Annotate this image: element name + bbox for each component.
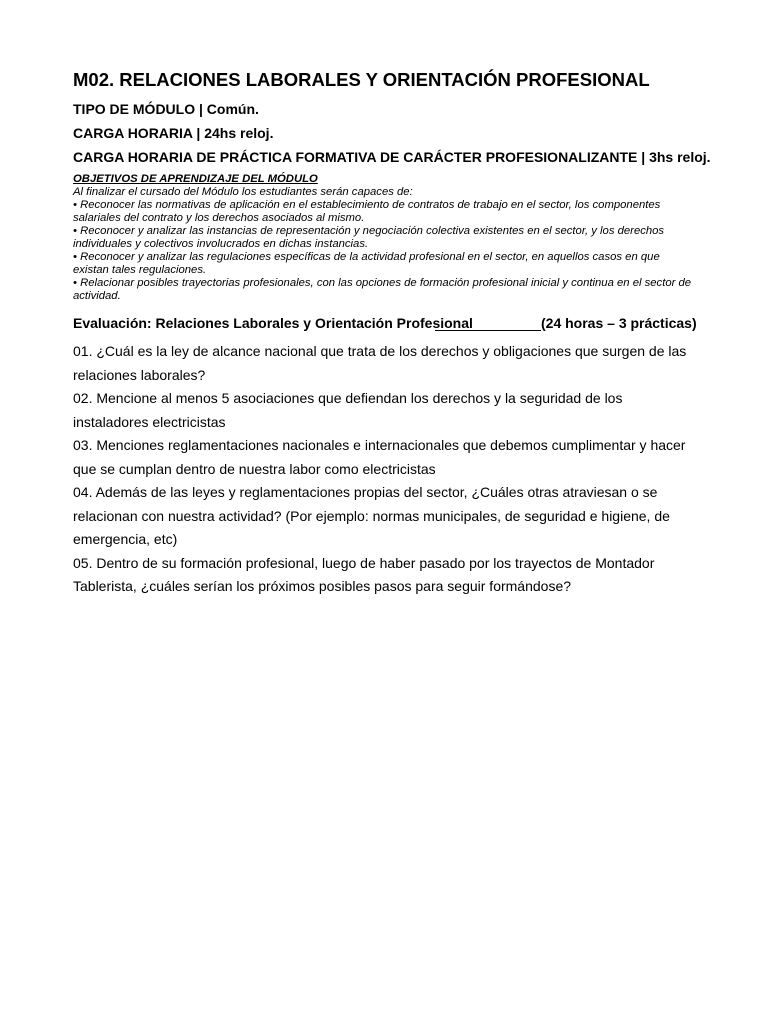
document-title: M02. RELACIONES LABORALES Y ORIENTACIÓN PROFESIONAL <box>73 69 650 90</box>
evaluation-title: Evaluación: Relaciones Laborales y Orientación Profesional <box>73 315 473 331</box>
question-item: 01. ¿Cuál es la ley de alcance nacional que trata de los derechos y obligaciones que surgen de las relaciones laborales? <box>73 343 687 383</box>
objectives-section <box>73 173 695 303</box>
objective-item: • Reconocer y analizar las instancias de representación y negociación colectiva existentes en el sector, y los derechos individuales y colectivos involucrados en dichas instancias. <box>73 225 665 250</box>
question-item: 03. Menciones reglamentaciones nacionales e internacionales que debemos cumplimentar y hacer que se cumplan dentro de nuestra labor como electricistas <box>73 437 686 477</box>
evaluation-underline-filler <box>435 330 541 331</box>
evaluation-hours: (24 horas – 3 prácticas) <box>541 315 697 331</box>
objective-item: • Reconocer las normativas de aplicación en el establecimiento de contratos de trabajo en el sector, los componentes salariales del contrato y los derechos asociados al mismo. <box>73 199 661 224</box>
question-item: 05. Dentro de su formación profesional, luego de haber pasado por los trayectos de Montador Tablerista, ¿cuáles serían los próximos posibles pasos para seguir formándose? <box>73 554 655 594</box>
objective-item: • Relacionar posibles trayectorias profesionales, con las opciones de formación profesional inicial y continua en el sector de actividad. <box>73 277 692 302</box>
evaluation-header <box>73 315 697 332</box>
document-page <box>73 68 711 599</box>
objectives-intro: Al finalizar el cursado del Módulo los estudiantes serán capaces de: <box>73 186 413 198</box>
practice-hours-load: CARGA HORARIA DE PRÁCTICA FORMATIVA DE CARÁCTER PROFESIONALIZANTE | 3hs reloj. <box>73 149 711 165</box>
module-type: TIPO DE MÓDULO | Común. <box>73 101 259 117</box>
hours-load: CARGA HORARIA | 24hs reloj. <box>73 125 274 141</box>
question-item: 02. Mencione al menos 5 asociaciones que defiendan los derechos y la seguridad de los instaladores electricistas <box>73 390 623 430</box>
objective-item: • Reconocer y analizar las regulaciones específicas de la actividad profesional en el sector, en aquellos casos en que existan tales regulaciones. <box>73 251 660 276</box>
objectives-heading: OBJETIVOS DE APRENDIZAJE DEL MÓDULO <box>73 173 318 185</box>
question-item: 04. Además de las leyes y reglamentaciones propias del sector, ¿Cuáles otras atraviesan o se relacionan con nuestra actividad? (Por ejemplo: normas municipales, de seguridad e higiene, de emergencia, etc) <box>73 484 670 547</box>
questions-list <box>73 340 695 599</box>
